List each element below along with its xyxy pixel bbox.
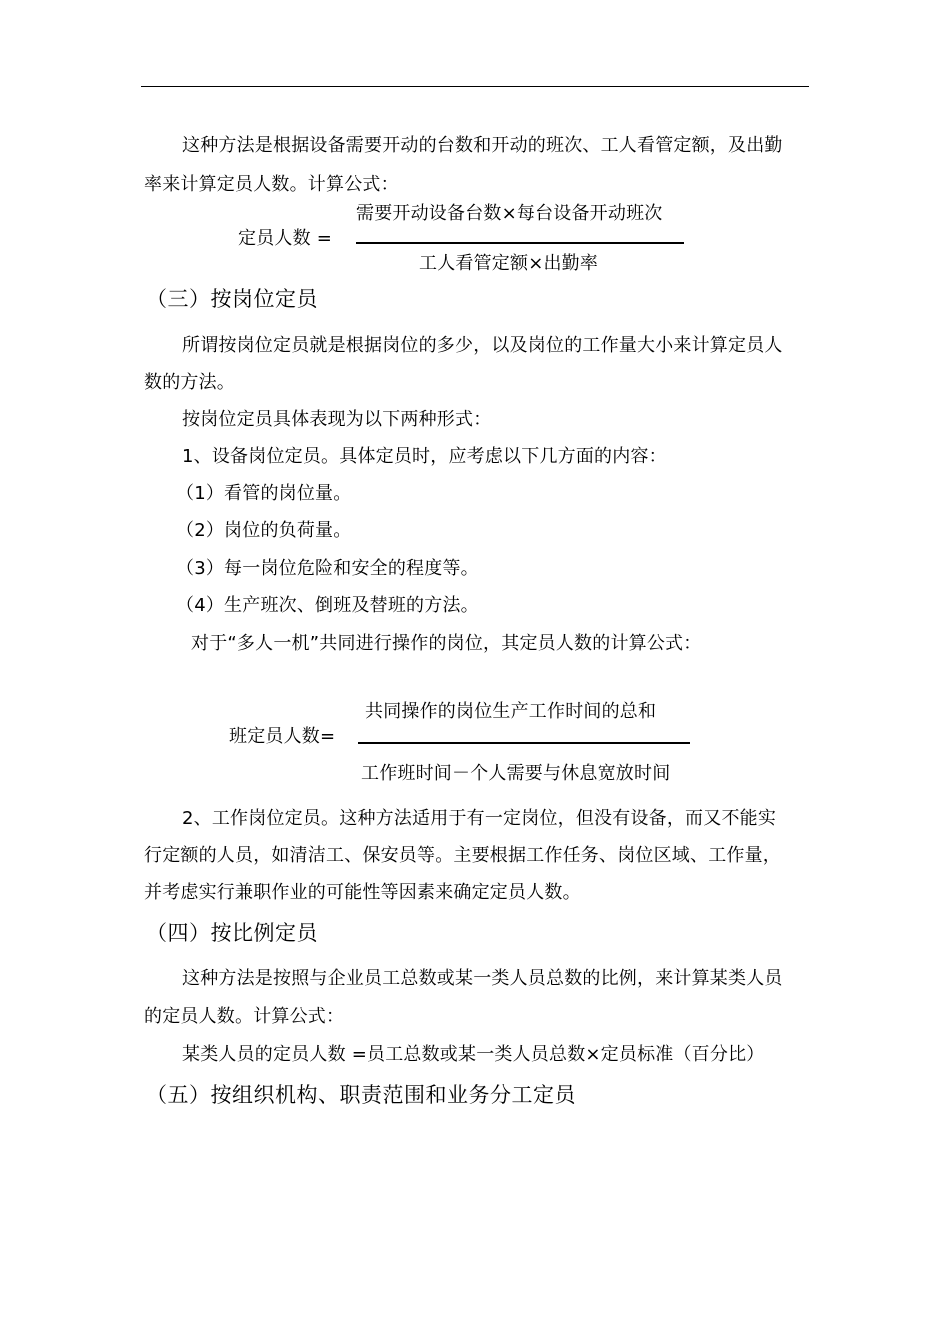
paragraph-line: 所谓按岗位定员就是根据岗位的多少，以及岗位的工作量大小来计算定员人 [182,335,783,356]
paragraph-line: 行定额的人员，如清洁工、保安员等。主要根据工作任务、岗位区域、工作量， [144,845,781,866]
paragraph-line: 的定员人数。计算公式： [144,1006,345,1027]
paragraph-line: 这种方法是按照与企业员工总数或某一类人员总数的比例，来计算某类人员 [182,968,783,989]
paragraph-line: 对于“多人一机”共同进行操作的岗位，其定员人数的计算公式： [191,633,702,654]
paragraph-line: 数的方法。 [144,372,235,393]
list-item: 2、工作岗位定员。这种方法适用于有一定岗位，但没有设备，而又不能实 [182,808,777,829]
sub-list-item: （4）生产班次、倒班及替班的方法。 [176,595,479,616]
formula-numerator: 共同操作的岗位生产工作时间的总和 [365,701,657,722]
header-rule [141,86,809,87]
section-heading: （四）按比例定员 [146,921,318,945]
fraction-bar [358,742,690,744]
sub-list-item: （2）岗位的负荷量。 [176,520,352,541]
paragraph-line: 率来计算定员人数。计算公式： [144,174,399,195]
section-heading: （三）按岗位定员 [146,287,318,311]
formula-denominator: 工作班时间－个人需要与休息宽放时间 [361,763,671,784]
paragraph-line: 这种方法是根据设备需要开动的台数和开动的班次、工人看管定额，及出勤 [182,135,783,156]
paragraph-line: 并考虑实行兼职作业的可能性等因素来确定定员人数。 [144,882,581,903]
list-item: 1、设备岗位定员。具体定员时，应考虑以下几方面的内容： [182,446,667,467]
sub-list-item: （1）看管的岗位量。 [176,483,352,504]
formula-lhs: 定员人数 = [238,228,333,249]
formula-denominator: 工人看管定额×出勤率 [419,253,599,274]
sub-list-item: （3）每一岗位危险和安全的程度等。 [176,558,479,579]
paragraph-line: 按岗位定员具体表现为以下两种形式： [182,409,492,430]
formula-lhs: 班定员人数= [229,726,336,747]
fraction-bar [356,242,684,244]
formula-line: 某类人员的定员人数 =员工总数或某一类人员总数×定员标准（百分比） [182,1044,765,1065]
formula-numerator: 需要开动设备台数×每台设备开动班次 [356,203,663,224]
section-heading: （五）按组织机构、职责范围和业务分工定员 [146,1083,576,1107]
